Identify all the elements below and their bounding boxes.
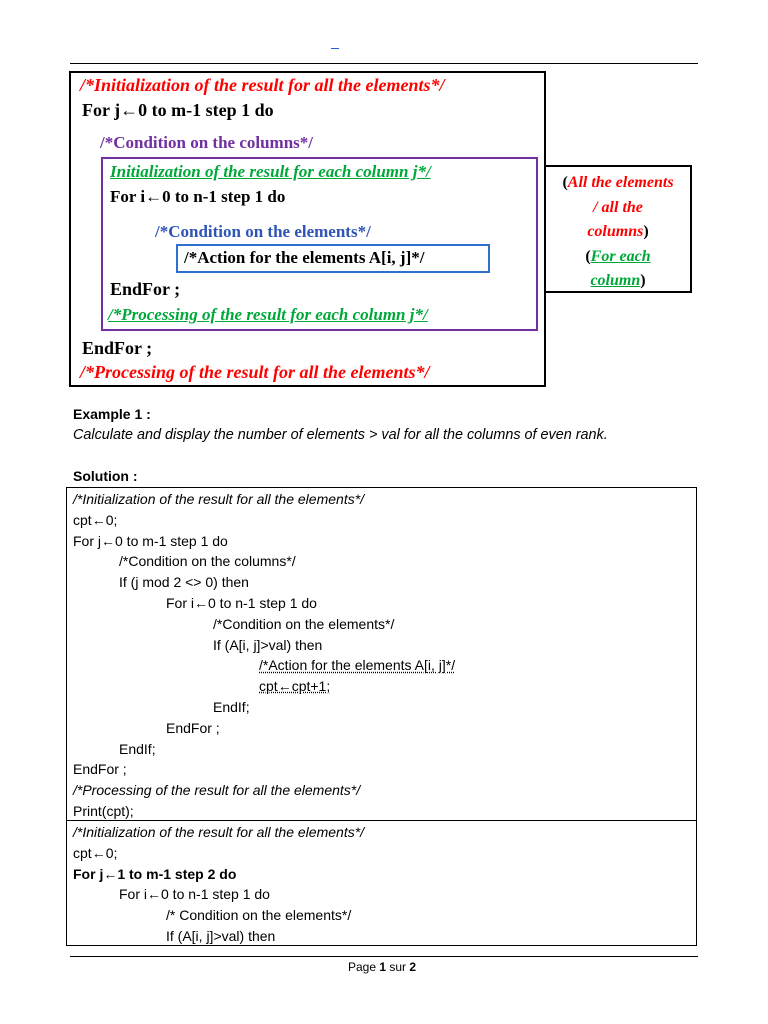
init-col-comment: Initialization of the result for each column j*/ [110, 162, 431, 181]
footer-rule [70, 956, 698, 957]
left-arrow-icon: ← [277, 678, 292, 695]
action-comment: /*Action for the elements A[i, j]*/ [184, 248, 425, 267]
example-title: Example 1 : [73, 406, 151, 422]
for-j-line: For j←0 to m-1 step 1 do [82, 100, 274, 120]
endfor-outer: EndFor ; [82, 338, 153, 358]
solution-title: Solution : [73, 468, 138, 484]
left-arrow-icon: ← [101, 532, 115, 549]
example-description: Calculate and display the number of elements > val for all the columns of even rank. [73, 427, 608, 443]
left-arrow-icon: ← [147, 886, 161, 903]
solution-code-1: /*Initialization of the result for all the elements*/ cpt←0; For j←0 to m-1 step 1 do /*Condition on the columns*/ If (j mod 2 <> 0) then For i←0 to n-1 step 1 do /*Condition on the elements*/ If (A[i, j]>val) then /*Action for the elements A[i, j]*/ cpt←cpt+1; EndIf; EndFor ; EndIf; EndFor ; /*Processing of the result for all the elements*/ Print(cpt); [73, 491, 456, 819]
solution-code-2: /*Initialization of the result for all the elements*/ cpt←0; For j←1 to m-1 step 2 do For i←0 to n-1 step 1 do /* Condition on the elements*/ If (A[i, j]>val) then [73, 824, 365, 944]
left-arrow-icon: ← [120, 100, 139, 120]
for-i-line: For i←0 to n-1 step 1 do [110, 187, 286, 206]
side-note-box: (All the elements / all the columns) (For each column) [544, 165, 692, 293]
header-dash [331, 48, 339, 49]
endfor-inner: EndFor ; [110, 279, 181, 299]
left-arrow-icon: ← [145, 187, 163, 206]
left-arrow-icon: ← [91, 511, 106, 528]
process-col-comment: /*Processing of the result for each column j*/ [108, 305, 428, 324]
page-number: Page 1 sur 2 [348, 960, 417, 974]
cond-elems-comment: /*Condition on the elements*/ [155, 222, 371, 241]
cond-cols-comment: /*Condition on the columns*/ [100, 133, 314, 152]
init-all-comment: /*Initialization of the result for all the elements*/ [80, 75, 445, 95]
left-arrow-icon: ← [194, 594, 208, 611]
left-arrow-icon: ← [91, 844, 106, 861]
process-all-comment: /*Processing of the result for all the elements*/ [80, 362, 430, 382]
left-arrow-icon: ← [103, 865, 118, 882]
header-rule [70, 63, 698, 64]
